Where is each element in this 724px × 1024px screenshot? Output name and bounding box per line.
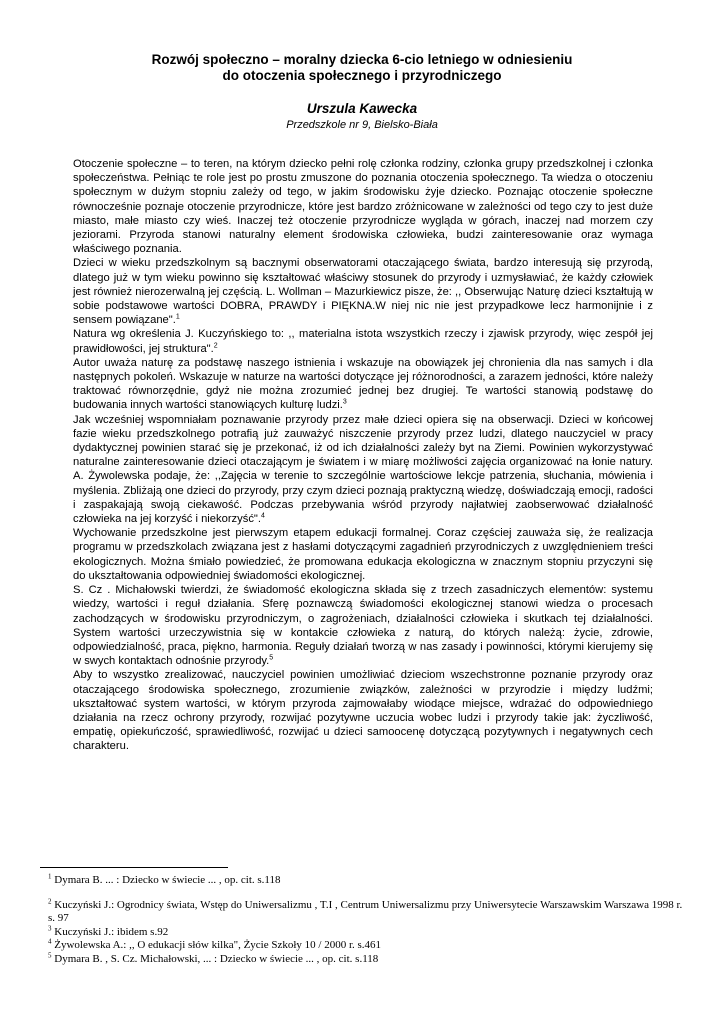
footnote-separator [40, 867, 228, 868]
footnote-ref: 5 [269, 654, 274, 662]
paragraph-text: Natura wg określenia J. Kuczyńskiego to: ,, materialna istota wszystkich rzeczy i zjawisk przyrody, więc zespół jej prawidłowości, jej struktura". [73, 328, 653, 355]
title-line-2: do otoczenia społecznego i przyrodniczego [222, 68, 502, 83]
document-title [80, 52, 644, 84]
author-name: Urszula Kawecka [306, 101, 418, 116]
paragraph-text: Wychowanie przedszkolne jest pierwszym etapem edukacji formalnej. Coraz częściej zauważa się, że realizacja programu w przedszkolach związana jest z hasłami dotyczącymi zagadnień przyrodniczych z uwzględnieniem treści ekologicznych. Można śmiało powiedzieć, że promowana edukacja ekologiczna w znacznym stopniu przyczyni się do ukształtowania odpowiedniej świadomości ekologicznej. [73, 527, 653, 582]
footnote-text: Dymara B. , S. Cz. Michałowski, ... : Dziecko w świecie ... , op. cit. s.118 [51, 952, 379, 965]
footnote [48, 896, 688, 926]
footnotes [48, 874, 688, 966]
paragraph [73, 356, 653, 413]
paragraph-text: Autor uważa naturę za podstawę naszego istnienia i wskazuje na obowiązek jej chronienia dla nas samych i dla następnych pokoleń. Wskazuje w naturze na wartości dotyczące jej różnorodności, a zarazem jedności, które należy traktować równorzędnie, gdyż nie można zrozumieć jednej bez drugiej. Te wartości stanowią podstawę do budowania innych wartości stanowiących kulturę ludzi. [73, 356, 653, 412]
footnote [48, 939, 688, 953]
paragraph-text: Otoczenie społeczne – to teren, na którym dziecko pełni rolę członka rodziny, członka grupy przedszkolnej i członka społeczeństwa. Pełniąc te role jest po prostu zmuszone do poznania otoczenia społecznego. Ta wiedza o otoczeniu społecznym w dużym stopniu zależy od tego, w jakim środowisku żyje dziecko. Poznając otoczenie społeczne równocześnie poznaje otoczenie przyrodnicze, które jest bardzo zróżnicowane w zależności od tego czy to jest duże miasto, małe miasto czy wieś. Inaczej też otoczenie przyrodnicze wygląda w górach, inaczej nad morzem czy jeziorami. Przyroda stanowi naturalny element środowiska człowieka, budzi zainteresowanie oraz wymaga właściwego poznania. [73, 158, 653, 256]
paragraph [73, 668, 653, 753]
paragraph-text: Aby to wszystko zrealizować, nauczyciel powinien umożliwiać dzieciom wszechstronne poznanie przyrody oraz otaczającego środowiska społecznego, zrozumienie związków, zależności w przyrodzie i między ludźmi; ukształtować system wartości, w którym przyroda zajmowałaby wiodące miejsce, wdrażać do odpowiedniego działania na rzecz ochrony przyrody, rozwijać pozytywne uczucia wobec ludzi i przyrody takie jak: życzliwość, empatię, opiekuńczość, sprawiedliwość, rozwijać u dzieci samoocenę dotyczącą pozytywnych i negatywnych cech charakteru. [73, 669, 653, 753]
footnote [48, 874, 688, 888]
author-affiliation: Przedszkole nr 9, Bielsko-Biała [286, 119, 438, 131]
paragraph [73, 157, 653, 256]
footnote-number: 3 [48, 923, 52, 932]
footnote-ref: 3 [342, 398, 347, 406]
footnote-ref: 1 [175, 313, 180, 321]
paragraph-text: Jak wcześniej wspomniałam poznawanie przyrody przez małe dzieci opiera się na obserwacji. Dzieci w końcowej fazie wieku przedszkolnego potrafią już zauważyć niszczenie przyrody przez ludzi, dlatego nauczyciel w pracy dydaktycznej powinien starać się je przekonać, iż od ich działalności zależy byt na Ziemi. Powinien wykorzystywać naturalne zainteresowanie dzieci otaczającym je światem i w miarę możliwości zajęcia organizować na łonie natury. A. Żywolewska podaje, że: ,,Zajęcia w terenie to szczególnie wartościowe lekcje patrzenia, słuchania, mówienia i myślenia. Zbliżają one dzieci do przyrody, przy czym dzieci poznają praktyczną wiedzę, doświadczają emocji, radości i zaspakajają swoją ciekawość. Podczas przebywania wśród przyrody najłatwiej zaobserwować działalność człowieka na jej korzyść i niekorzyść". [73, 413, 653, 526]
document-body [73, 157, 653, 754]
paragraph [73, 413, 653, 527]
footnote [48, 950, 688, 967]
paragraph [73, 256, 653, 327]
paragraph-text: S. Cz . Michałowski twierdzi, że świadomość ekologiczna składa się z trzech zasadniczych elementów: systemu wiedzy, wartości i reguł działania. Sferę poznawczą świadomości ekologicznej stanowi wiedza o procesach zachodzących w środowisku przyrodniczym, o zagrożeniach, działalności człowieka i skutkach tej działalności. System wartości urzeczywistnia się w kontakcie człowieka z naturą, do których należą: życie, zdrowie, odpowiedzialność, praca, piękno, harmonia. Reguły działań tworzą w nas zasady i powinności, którymi kierujemy się w swych kontaktach odnośnie przyrody. [73, 584, 653, 668]
footnote-text: Dymara B. ... : Dziecko w świecie ... , op. cit. s.118 [51, 874, 281, 886]
paragraph-text: Dzieci w wieku przedszkolnym są bacznymi obserwatorami otaczającego świata, bardzo interesują się przyrodą, dlatego już w tym wieku powinno się kształtować właściwy stosunek do przyrody i uzmysławiać, że każdy człowiek jest również nierozerwalną jej częścią. L. Wollman – Mazurkiewicz pisze, że: ,, Obserwując Naturę dzieci kształtują w sobie podstawowe wartości DOBRA, PRAWDY i PIĘKNA.W niej nic nie jest przypadkowe lecz harmonijnie i z sensem powiązane". [73, 257, 653, 327]
footnote-ref: 4 [261, 512, 265, 520]
footnote-text: Żywolewska A.: ,, O edukacji słów kilka", Życie Szkoły 10 / 2000 r. s.461 [51, 939, 382, 951]
footnote-text: Kuczyński J.: ibidem s.92 [51, 925, 169, 938]
footnote-number: 5 [48, 950, 52, 959]
footnote [48, 923, 688, 940]
paragraph [73, 526, 653, 583]
footnote-text: Kuczyński J.: Ogrodnicy świata, Wstęp do Uniwersalizmu , T.I , Centrum Uniwersalizmu przy Uniwersytecie Warszawskim Warszawa 1998 r. s. 97 [48, 898, 683, 924]
footnote-number: 1 [48, 872, 52, 881]
paragraph [73, 583, 653, 668]
footnote-ref: 2 [213, 341, 218, 349]
footnote-number: 2 [48, 896, 52, 905]
footnote-number: 4 [48, 937, 52, 946]
paragraph [73, 327, 653, 355]
title-line-1: Rozwój społeczno – moralny dziecka 6-cio letniego w odniesieniu [151, 52, 573, 67]
